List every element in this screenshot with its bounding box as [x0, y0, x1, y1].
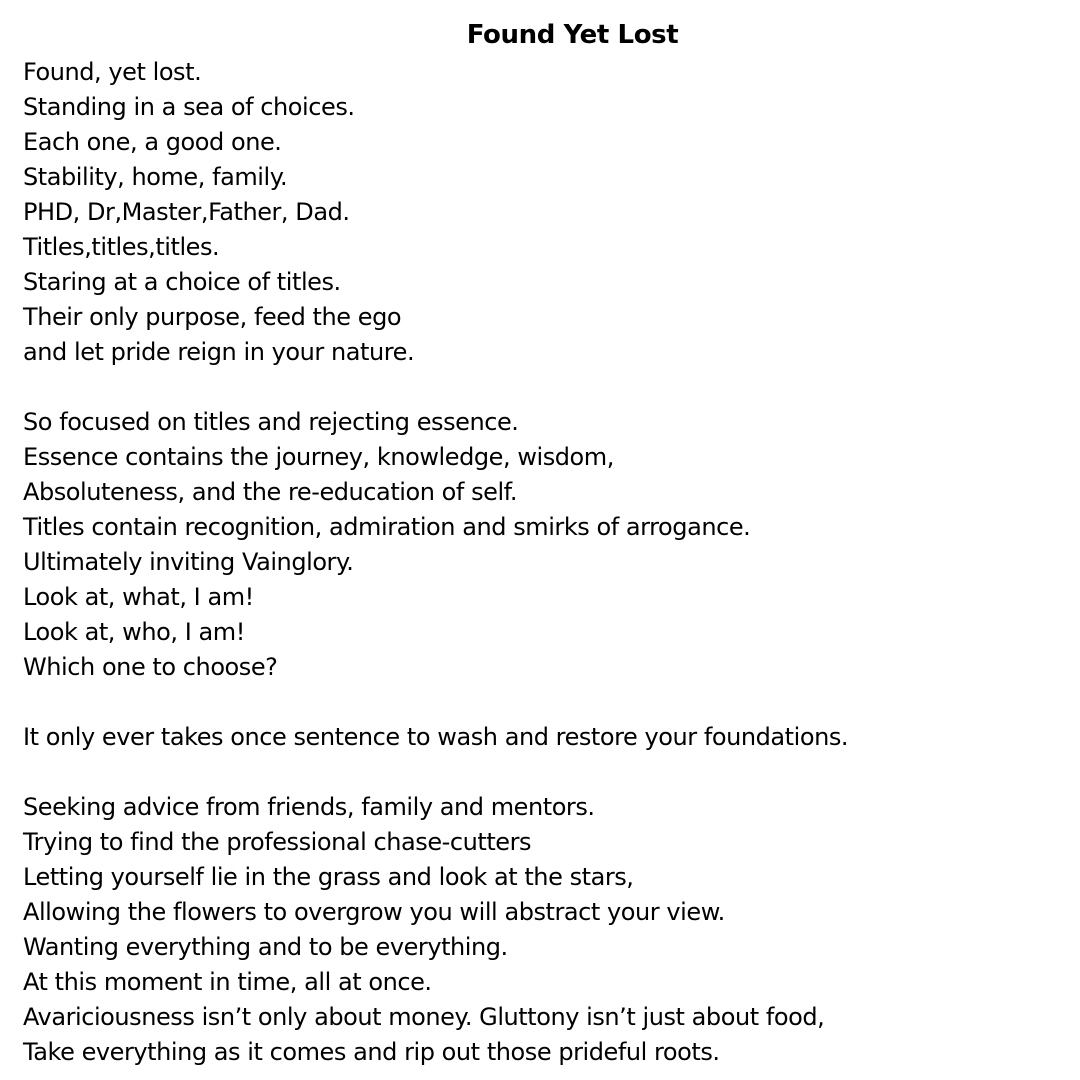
- poem-title: Found Yet Lost: [466, 20, 679, 50]
- poem-line: Ultimately inviting Vainglory.: [23, 548, 354, 576]
- poem-line: and let pride reign in your nature.: [23, 338, 415, 366]
- poem-line: Titles contain recognition, admiration and smirks of arrogance.: [23, 513, 751, 541]
- poem-body: [23, 55, 848, 1070]
- poem-line: Found, yet lost.: [23, 58, 202, 86]
- poem-line: At this moment in time, all at once.: [23, 968, 432, 996]
- poem-line: Seeking advice from friends, family and mentors.: [23, 793, 595, 821]
- poem-line: Standing in a sea of choices.: [23, 93, 355, 121]
- poem-line: It only ever takes once sentence to wash and restore your foundations.: [23, 723, 849, 751]
- stanza-break: [23, 370, 848, 405]
- poem-line: PHD, Dr,Master,Father, Dad.: [23, 198, 350, 226]
- poem-line: Avariciousness isn’t only about money. Gluttony isn’t just about food,: [23, 1003, 825, 1031]
- poem-line: Titles,titles,titles.: [23, 233, 220, 261]
- poem-line: Allowing the flowers to overgrow you will abstract your view.: [23, 898, 725, 926]
- poem-line: Staring at a choice of titles.: [23, 268, 341, 296]
- poem-line: Trying to find the professional chase-cutters: [23, 828, 532, 856]
- poem-line: Wanting everything and to be everything.: [23, 933, 508, 961]
- stanza-break: [23, 685, 848, 720]
- poem-line: Look at, what, I am!: [23, 583, 254, 611]
- poem-line: Letting yourself lie in the grass and look at the stars,: [23, 863, 634, 891]
- stanza-break: [23, 755, 848, 790]
- poem-line: Absoluteness, and the re-education of self.: [23, 478, 518, 506]
- poem-line: Each one, a good one.: [23, 128, 282, 156]
- poem-line: Stability, home, family.: [23, 163, 288, 191]
- poem-line: Take everything as it comes and rip out those prideful roots.: [23, 1038, 720, 1066]
- poem-line: Their only purpose, feed the ego: [23, 303, 402, 331]
- poem-line: Look at, who, I am!: [23, 618, 245, 646]
- poem-line: Which one to choose?: [23, 653, 278, 681]
- poem-line: Essence contains the journey, knowledge, wisdom,: [23, 443, 614, 471]
- poem-line: So focused on titles and rejecting essence.: [23, 408, 519, 436]
